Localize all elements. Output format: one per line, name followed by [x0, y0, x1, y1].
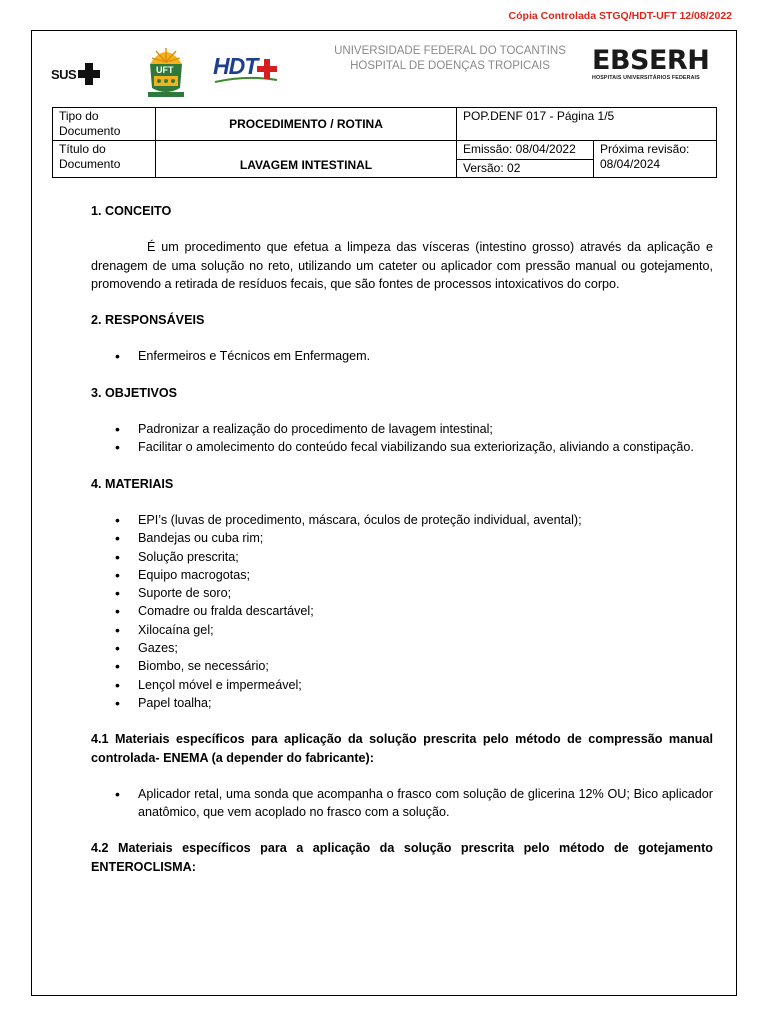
doc-code: POP.DENF 017 - Página 1/5 [457, 108, 717, 141]
list-item: • Solução prescrita; [138, 548, 713, 566]
doc-title-value: LAVAGEM INTESTINAL [156, 141, 457, 178]
doc-title-label: Título do Documento [53, 141, 156, 178]
enema-materials-list [91, 785, 713, 822]
materials-list [91, 511, 713, 712]
list-item: • EPI’s (luvas de procedimento, máscara, óculos de proteção individual, avental); [138, 511, 713, 529]
next-review-date: 08/04/2024 [600, 157, 661, 172]
responsible-list [91, 347, 713, 365]
list-item: • Enfermeiros e Técnicos em Enfermagem. [138, 347, 713, 365]
list-item: • Comadre ou fralda descartável; [138, 602, 713, 620]
university-header [320, 44, 580, 74]
list-item: • Equipo macrogotas; [138, 566, 713, 584]
doc-type-value: PROCEDIMENTO / ROTINA [156, 108, 457, 141]
university-name: UNIVERSIDADE FEDERAL DO TOCANTINS [334, 45, 566, 57]
uft-label: UFT [156, 65, 174, 75]
cross-icon [76, 61, 102, 87]
document-info-table [52, 107, 717, 178]
version: Versão: 02 [457, 159, 594, 177]
next-review-label: Próxima revisão: [600, 142, 690, 157]
controlled-copy-stamp: Cópia Controlada STGQ/HDT-UFT 12/08/2022 [508, 10, 732, 22]
list-item: • Facilitar o amolecimento do conteúdo fecal viabilizando sua exteriorização, aliviando a constipação. [138, 438, 713, 456]
section-4-1-title: 4.1 Materiais específicos para aplicação da solução prescrita pelo método de compressão manual controlada- ENEMA (a depender do fabricante): [91, 732, 713, 765]
list-item: • Gazes; [138, 639, 713, 657]
section-4-2-title: 4.2 Materiais específicos para a aplicação da solução prescrita pelo método de gotejamento ENTEROCLISMA: [91, 841, 713, 874]
sus-logo [51, 61, 102, 87]
section-materials-title: 4. MATERIAIS [91, 476, 174, 491]
list-item: • Xilocaína gel; [138, 621, 713, 639]
list-item: • Suporte de soro; [138, 584, 713, 602]
list-item: • Biombo, se necessário; [138, 657, 713, 675]
emission-date: Emissão: 08/04/2022 [457, 141, 594, 159]
doc-type-label: Tipo do Documento [53, 108, 156, 141]
hospital-name: HOSPITAL DE DOENÇAS TROPICAIS [350, 60, 550, 72]
hdt-logo [211, 53, 285, 87]
section-concept-title: 1. CONCEITO [91, 204, 172, 218]
section-concept-text: É um procedimento que efetua a limpeza das vísceras (intestino grosso) através da aplicação e drenagem de uma solução no reto, utilizando um cateter ou aplicador com pressão manual ou gotejamento, promovendo a retirada de resíduos fecais, que são fontes de processos intoxicativos do corpo. [91, 240, 713, 291]
next-review [594, 141, 717, 178]
list-item: • Padronizar a realização do procedimento de lavagem intestinal; [138, 420, 713, 438]
section-objectives-title: 3. OBJETIVOS [91, 385, 178, 400]
hdt-label: HDT [213, 53, 258, 79]
objectives-list [91, 420, 713, 457]
list-item: • Bandejas ou cuba rim; [138, 529, 713, 547]
list-item: • Papel toalha; [138, 694, 713, 712]
sus-label: SUS [51, 66, 77, 82]
list-item: • Aplicador retal, uma sonda que acompanha o frasco com solução de glicerina 12% OU; Bico aplicador anatômico, que vem acoplado no frasco com a solução. [138, 785, 713, 822]
document-body [91, 202, 713, 876]
section-responsible-title: 2. RESPONSÁVEIS [91, 313, 205, 328]
ebserh-subtitle: HOSPITAIS UNIVERSITÁRIOS FEDERAIS [592, 75, 700, 81]
list-item: • Lençol móvel e impermeável; [138, 676, 713, 694]
ebserh-logo [592, 45, 722, 81]
ebserh-wordmark: EBSERH [592, 45, 710, 76]
uft-logo [144, 42, 188, 105]
